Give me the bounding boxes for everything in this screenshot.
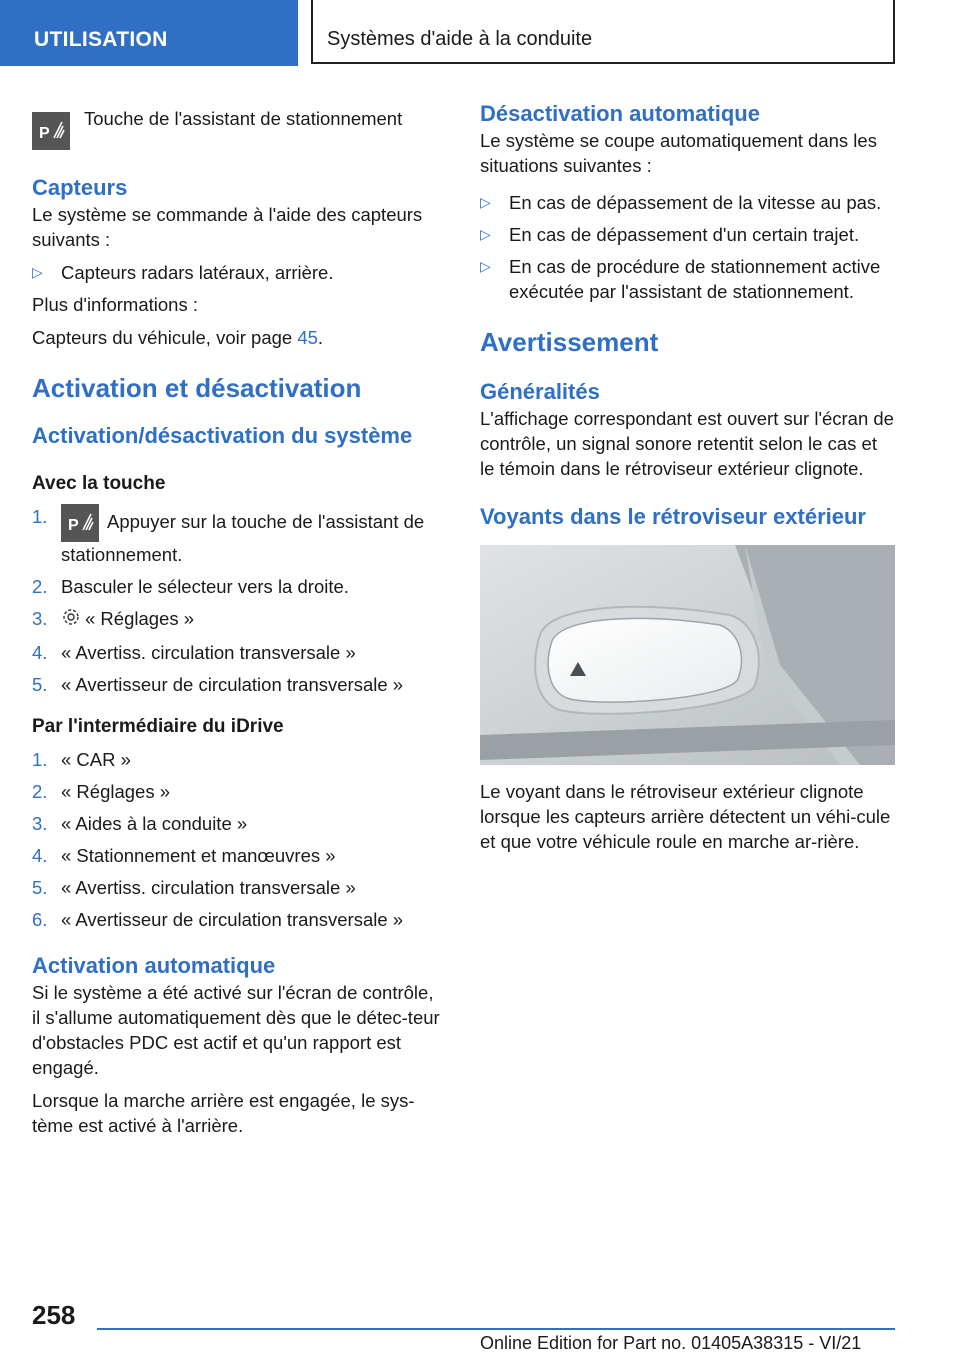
voyants-caption: Le voyant dans le rétroviseur extérieur clignote lorsque les capteurs arrière détectent un véhi-cule et que votre véhicule roule en marche ar-rière. — [480, 781, 891, 852]
deactivation-list — [480, 190, 894, 304]
capteurs-intro: Le système se commande à l'aide des capteurs suivants : — [32, 204, 423, 250]
gear-icon — [61, 607, 85, 633]
step-text: « Avertisseur de circulation transversale » — [61, 674, 404, 696]
parking-assistant-button-icon — [32, 112, 70, 150]
step-number: 3. — [32, 813, 48, 835]
section-label: UTILISATION — [34, 28, 168, 51]
edition-text: Online Edition for Part no. 01405A38315 - VI/21 — [480, 1333, 862, 1353]
triangle-bullet-icon: ▷ — [480, 258, 491, 274]
step-text: « Réglages » — [85, 608, 195, 629]
right-column — [480, 100, 894, 862]
triangle-bullet-icon: ▷ — [32, 264, 43, 280]
list-item — [480, 190, 894, 215]
list-item-text: En cas de dépassement de la vitesse au pas. — [509, 192, 882, 213]
step-number: 2. — [32, 781, 48, 803]
step-1 — [32, 504, 446, 567]
capteurs-ref — [32, 325, 446, 350]
step-4 — [32, 843, 446, 868]
mirror-illustration — [480, 545, 895, 765]
parking-assistant-button-icon — [61, 504, 99, 542]
idrive-steps — [32, 747, 446, 932]
list-item — [480, 254, 894, 304]
list-item — [480, 222, 894, 247]
capteurs-list — [32, 260, 446, 285]
step-number: 6. — [32, 909, 48, 931]
step-6 — [32, 907, 446, 932]
step-5 — [32, 672, 446, 697]
step-text: Appuyer sur la touche de l'assistant de stationnement. — [61, 510, 425, 565]
warning-title: Avertissement — [480, 327, 659, 357]
auto-activation-p1: Si le système a été activé sur l'écran de contrôle, il s'allume automatiquement dès que le détec-teur d'obstacles PDC est actif et qu'un rapport est engagé. — [32, 982, 440, 1079]
step-number: 4. — [32, 845, 48, 867]
step-2 — [32, 779, 446, 804]
page-link[interactable]: 45 — [297, 327, 318, 348]
step-text: « Avertiss. circulation transversale » — [61, 877, 356, 899]
list-item-text: En cas de dépassement d'un certain trajet. — [509, 224, 860, 245]
step-5 — [32, 875, 446, 900]
auto-activation-title: Activation automatique — [32, 953, 276, 979]
step-number: 4. — [32, 642, 48, 664]
section-tab — [0, 0, 298, 66]
chapter-label: Systèmes d'aide à la conduite — [327, 28, 593, 50]
step-number: 5. — [32, 877, 48, 899]
svg-text:P: P — [68, 517, 79, 534]
step-number: 2. — [32, 576, 48, 597]
triangle-bullet-icon: ▷ — [480, 226, 491, 242]
step-text: « Avertisseur de circulation transversale » — [61, 909, 404, 931]
more-info: Plus d'informations : — [32, 294, 198, 315]
button-caption: Touche de l'assistant de stationnement — [84, 108, 403, 129]
activation-title: Activation et désactivation — [32, 373, 362, 403]
step-3 — [32, 606, 446, 633]
left-column — [32, 100, 446, 1146]
step-number: 1. — [32, 506, 48, 527]
step-text: « Aides à la conduite » — [61, 813, 248, 835]
svg-text:P: P — [39, 125, 50, 142]
step-text: « Stationnement et manœuvres » — [61, 845, 336, 867]
chapter-header — [311, 0, 895, 64]
step-2 — [32, 574, 446, 599]
step-number: 1. — [32, 749, 48, 771]
deactivation-title: Désactivation automatique — [480, 101, 760, 126]
list-item-text: En cas de procédure de stationnement active exécutée par l'assistant de stationnement. — [509, 256, 881, 302]
page-number: 258 — [32, 1300, 76, 1330]
step-number: 3. — [32, 608, 48, 629]
idrive-title: Par l'intermédiaire du iDrive — [32, 716, 284, 738]
step-text: Basculer le sélecteur vers la droite. — [61, 576, 349, 597]
triangle-bullet-icon: ▷ — [480, 194, 491, 210]
step-text: « Avertiss. circulation transversale » — [61, 642, 356, 664]
auto-activation-p2: Lorsque la marche arrière est engagée, le sys-tème est activé à l'arrière. — [32, 1090, 415, 1137]
footer-divider — [97, 1328, 895, 1330]
step-number: 5. — [32, 674, 48, 696]
ref-end: . — [317, 327, 324, 348]
list-item-text: Capteurs radars latéraux, arrière. — [61, 262, 334, 283]
step-1 — [32, 747, 446, 772]
touche-title: Avec la touche — [32, 473, 166, 494]
ref-text: Capteurs du véhicule, voir page — [32, 327, 298, 348]
capteurs-title: Capteurs — [32, 175, 128, 200]
voyants-title: Voyants dans le rétroviseur extérieur — [480, 504, 866, 529]
general-title: Généralités — [480, 379, 600, 404]
step-text: « CAR » — [61, 749, 131, 771]
step-4 — [32, 640, 446, 665]
general-text: L'affichage correspondant est ouvert sur l'écran de contrôle, un signal sonore retentit selon le cas et le témoin dans le rétroviseur extérieur clignote. — [480, 408, 894, 479]
deactivation-intro: Le système se coupe automatiquement dans les situations suivantes : — [480, 130, 877, 176]
step-text: « Réglages » — [61, 781, 171, 803]
touche-steps — [32, 504, 446, 697]
list-item — [32, 260, 446, 285]
step-3 — [32, 811, 446, 836]
system-title: Activation/désactivation du système — [32, 423, 413, 448]
